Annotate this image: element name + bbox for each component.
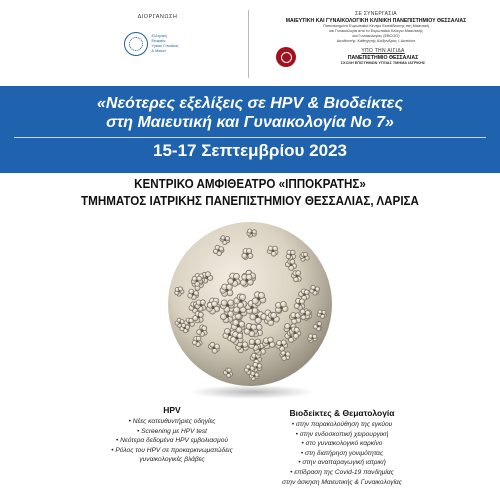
university-seal-icon xyxy=(276,47,296,67)
society-seal-icon xyxy=(124,32,148,56)
organizer-block xyxy=(100,14,215,56)
list-item: • Ρόλος του HPV σε προκαρκινωματώδεις xyxy=(111,446,233,454)
school-name: ΣΧΟΛΗ ΕΠΙΣΤΗΜΩΝ ΥΓΕΙΑΣ ΤΜΗΜΑ ΙΑΤΡΙΚΗΣ xyxy=(340,61,426,65)
organizer-caption: ΔΙΟΡΓΑΝΩΣΗ xyxy=(137,14,178,20)
capsomere xyxy=(247,229,257,237)
header-divider xyxy=(248,10,249,78)
capsomere xyxy=(286,250,296,260)
list-item: • Νεότερα δεδομένα HPV εμβολιασμού xyxy=(115,437,229,445)
capsomere xyxy=(220,284,233,296)
hpv-virus-icon xyxy=(152,212,348,402)
list-item: στην άσκηση Μαιευτικής & Γυναικολογίας xyxy=(281,478,402,486)
venue xyxy=(18,176,483,210)
banner-rule xyxy=(14,137,486,138)
biomarker-topics xyxy=(262,408,422,487)
hpv-heading: HPV xyxy=(163,405,181,415)
capsomere xyxy=(240,274,253,287)
list-item: γυναικολογικές βλάβες xyxy=(139,456,205,464)
list-item: • στην ενδοσκοπική χειρουργική xyxy=(295,430,389,438)
clinic-name: ΜΑΙΕΥΤΙΚΗ ΚΑΙ ΓΥΝΑΙΚΟΛΟΓΙΚΗ ΚΛΙΝΙΚΗ ΠΑΝΕΠΙΣΤΗΜΙΟΥ ΘΕΣΣΑΛΙΑΣ xyxy=(285,18,467,24)
capsomere xyxy=(275,301,288,313)
conference-dates: 15-17 Σεπτεμβρίου 2023 xyxy=(153,141,347,160)
capsomere xyxy=(231,332,244,345)
capsomere xyxy=(192,336,202,346)
biomarker-heading: Βιοδείκτες & Θεματολογία xyxy=(289,408,395,418)
conference-title: «Νεότερες εξελίξεις σε HPV & Βιοδείκτες στη Μαιευτική και Γυναικολογία Νο 7» xyxy=(97,95,403,131)
capsomere xyxy=(242,249,253,260)
venue-line-2: ΤΜΗΜΑΤΟΣ ΙΑΤΡΙΚΗΣ ΠΑΝΕΠΙΣΤΗΜΙΟΥ ΘΕΣΣΑΛΙΑΣ, ΛΑΡΙΣΑ xyxy=(81,194,419,208)
capsomere xyxy=(263,337,276,349)
organizer-name: Ελληνική Εταιρεία Υγείας Γυναίκας & Μαιών xyxy=(151,34,179,53)
capsomere xyxy=(294,298,305,310)
venue-line-1: ΚΕΝΤΡΙΚΟ ΑΜΦΙΘΕΑΤΡΟ «ΙΠΠΟΚΡΑΤΗΣ» xyxy=(134,177,366,191)
list-item: • επίδραση της Covid-19 πανδημίας xyxy=(290,468,394,476)
organizer-logo xyxy=(100,32,215,56)
clinic-details: Πιστοποιημένο Ευρωπαϊκό Κέντρο Εκπαίδευσης στη Μαιευτική και Γυναικολογία από το Ευρωπαϊκό Κέλεγιο Μαιευτικής και Γυναικολογίας (EBCOG) Διευθυντής: Καθηγητής Αλέξανδρος Ι. Δαπόντε xyxy=(323,24,429,43)
list-item: • Νέες κατευθυντήριες οδηγίες xyxy=(128,418,216,425)
auspices-block xyxy=(258,47,494,67)
list-item: • Screening με HPV test xyxy=(136,427,208,435)
list-item: • στο γυναικολογικό καρκίνο xyxy=(301,440,383,448)
capsomere xyxy=(300,252,309,261)
list-item: • στην παρακολούθηση της εγκύου xyxy=(291,421,393,428)
auspices-caption: ΥΠΟ ΤΗΝ ΑΙΓΙΔΑ xyxy=(361,48,405,54)
university-name: ΠΑΝΕΠΙΣΤΗΜΙΟ ΘΕΣΣΑΛΙΑΣ xyxy=(347,55,419,61)
hpv-topics xyxy=(102,405,242,465)
list-item: • στη διατήρηση γονιμότητας xyxy=(300,449,384,457)
list-item: • στην αναπαραγωγική ιατρική xyxy=(298,459,386,467)
collaboration-block xyxy=(258,11,494,67)
header xyxy=(0,0,500,86)
capsomere xyxy=(299,309,310,320)
hpv-list xyxy=(102,417,242,465)
collaboration-caption: ΣΕ ΣΥΝΕΡΓΑΣΙΑ xyxy=(355,11,397,17)
title-banner xyxy=(0,86,500,173)
biomarker-list xyxy=(262,420,422,487)
